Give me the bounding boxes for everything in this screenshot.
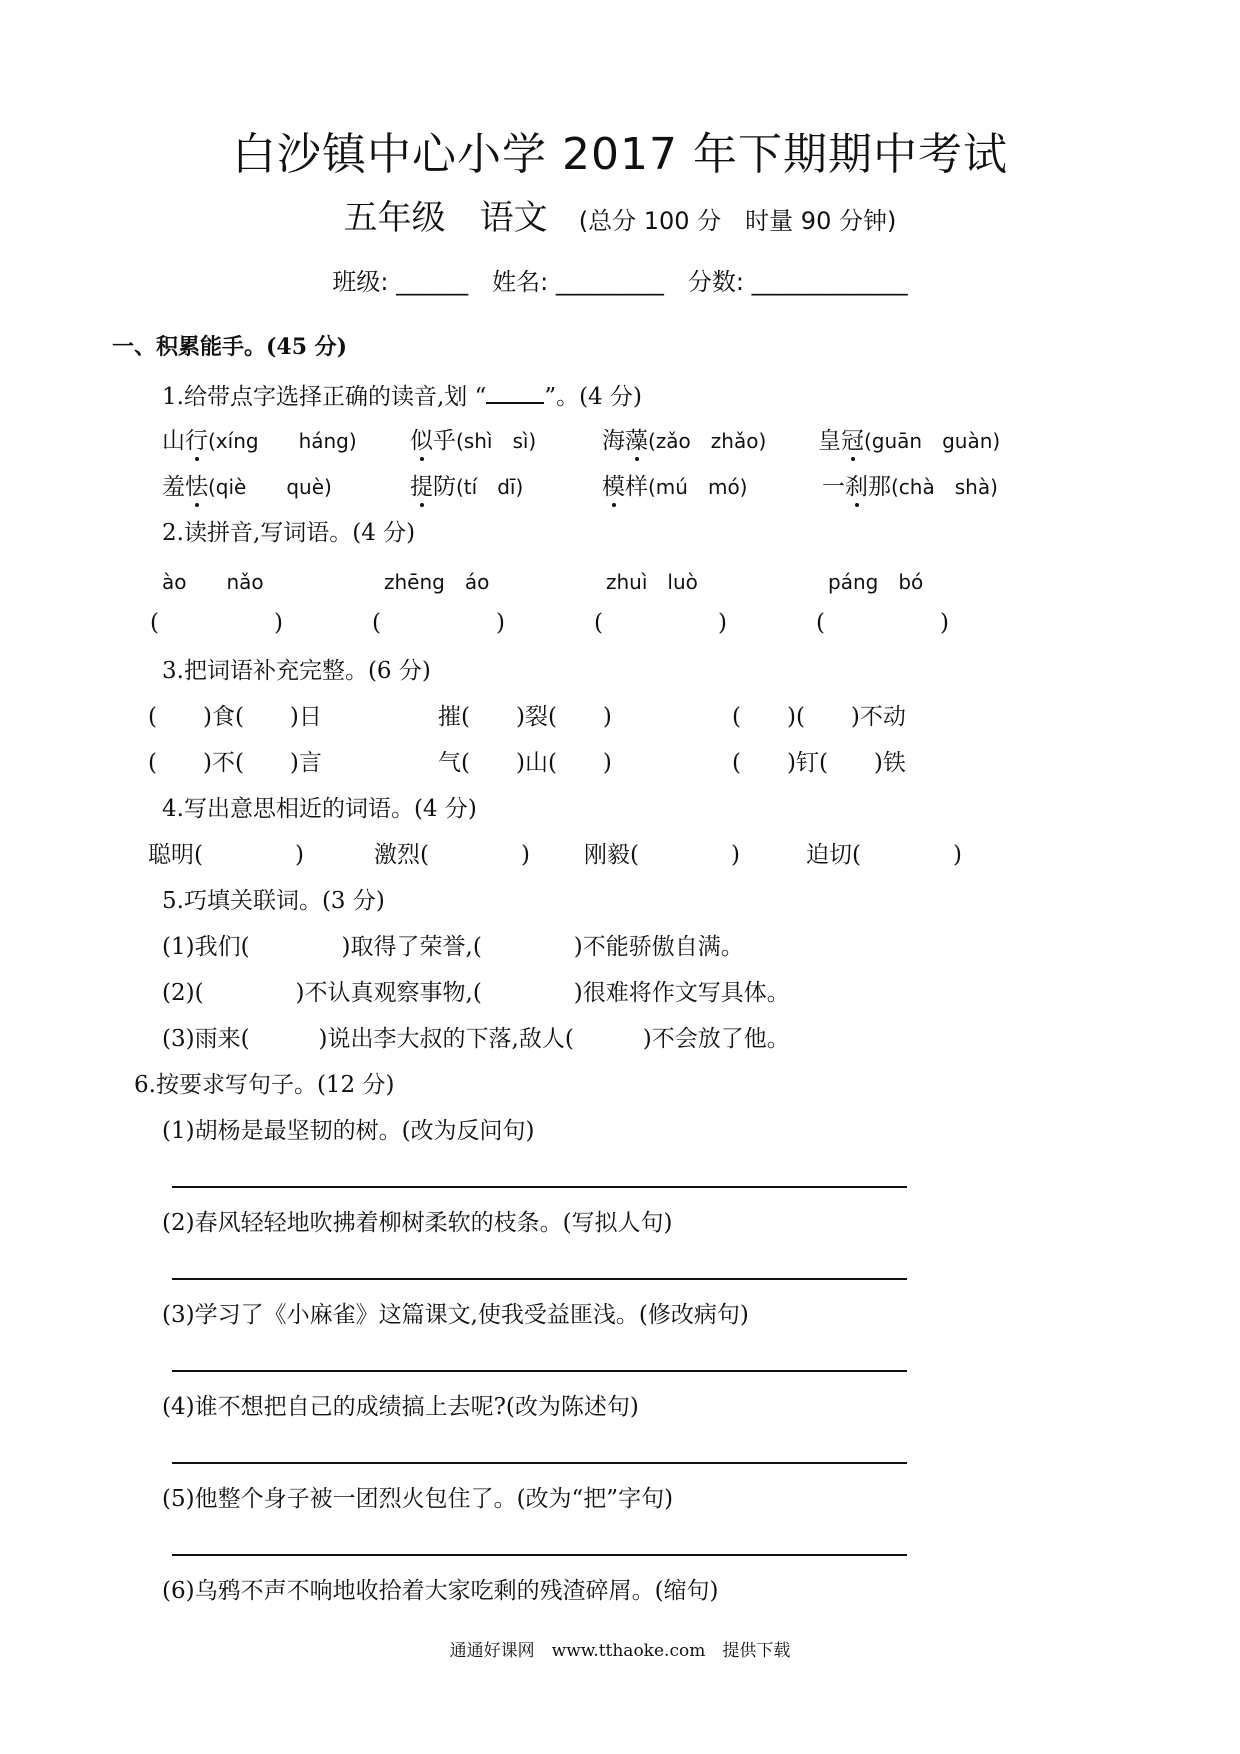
q1-item [410,422,536,455]
q1-item-pinyin-options: (zǎo zhǎo) [648,429,767,453]
q6-item: (4)谁不想把自己的成绩搞上去呢?(改为陈述句) [162,1394,639,1420]
q1-item-char: 羞 [162,474,185,500]
q2-pinyin: zhuì luò [606,570,698,594]
q6-item: (3)学习了《小麻雀》这篇课文,使我受益匪浅。(修改病句) [162,1302,749,1328]
q1-item-char: 样 [625,474,648,500]
answer-line[interactable] [172,1462,907,1464]
q1-item-char: 山 [162,428,185,454]
student-info-line: 班级: ______ 姓名: _________ 分数: _____________ [332,268,908,296]
q1-item-dotted-char: 怯 [185,474,208,500]
q1-item [602,422,766,455]
q6-item: (6)乌鸦不声不响地收拾着大家吃剩的残渣碎屑。(缩句) [162,1578,719,1604]
q2-pinyin: páng bó [828,570,924,594]
q2-answer-blank[interactable]: ( ) [816,610,949,636]
q3-idiom[interactable]: ( )不( )言 [148,750,322,776]
answer-line[interactable] [172,1370,907,1372]
q1-item-pinyin-options: (chà shà) [891,475,998,499]
q1-item-char: 乎 [433,428,456,454]
q5-line[interactable]: (3)雨来( )说出李大叔的下落,敌人( )不会放了他。 [162,1026,790,1052]
q3-idiom[interactable]: 气( )山( ) [438,750,612,776]
q1-item [162,468,332,501]
section-1-heading: 一、积累能手。(45 分) [112,334,348,360]
q3-idiom[interactable]: ( )食( )日 [148,704,322,730]
q1-item-char: 一 [822,474,845,500]
q3-idiom[interactable]: 摧( )裂( ) [438,704,612,730]
grade-subject: 五年级 语文 [343,198,548,238]
answer-line[interactable] [172,1186,907,1188]
q1-item-dotted-char: 藻 [625,428,648,454]
q2-pinyin: ào nǎo [162,570,264,594]
q6-item: (2)春风轻轻地吹拂着柳树柔软的枝条。(写拟人句) [162,1210,673,1236]
q1-item [602,468,747,501]
exam-title: 白沙镇中心小学 2017 年下期期中考试 [232,129,1008,180]
q1-item [410,468,523,501]
q3-idiom[interactable]: ( )钉( )铁 [732,750,906,776]
q1-item-pinyin-options: (mú mó) [648,475,748,499]
q1-item-dotted-char: 冠 [841,428,864,454]
q1-prompt [162,378,642,411]
q2-pinyin: zhēng áo [384,570,490,594]
q4-item[interactable]: 迫切( ) [806,842,962,868]
exam-meta: (总分 100 分 时量 90 分钟) [578,207,897,235]
q1-item-pinyin-options: (shì sì) [456,429,537,453]
q1-item-char: 那 [868,474,891,500]
q2-answer-blank[interactable]: ( ) [150,610,283,636]
q6-item: (5)他整个身子被一团烈火包住了。(改为“把”字句) [162,1486,674,1512]
q1-item-dotted-char: 刹 [845,474,868,500]
page-footer: 通通好课网 www.tthaoke.com 提供下载 [449,1641,791,1661]
q6-item: (1)胡杨是最坚韧的树。(改为反问句) [162,1118,535,1144]
q1-prompt-text-a: 1.给带点字选择正确的读音,划 “ [162,384,487,410]
underline-sample [486,382,544,404]
answer-line[interactable] [172,1278,907,1280]
q1-item-char: 皇 [818,428,841,454]
q1-item-pinyin-options: (tí dī) [456,475,524,499]
q2-answer-blank[interactable]: ( ) [594,610,727,636]
q3-prompt: 3.把词语补充完整。(6 分) [162,658,431,684]
q1-item [822,468,998,501]
q5-line[interactable]: (1)我们( )取得了荣誉,( )不能骄傲自满。 [162,934,744,960]
q4-item[interactable]: 刚毅( ) [584,842,740,868]
q4-prompt: 4.写出意思相近的词语。(4 分) [162,796,477,822]
q1-item-pinyin-options: (qiè què) [208,475,332,499]
q4-item[interactable]: 激烈( ) [374,842,530,868]
q1-item-dotted-char: 行 [185,428,208,454]
q1-item [818,422,1000,455]
answer-line[interactable] [172,1554,907,1556]
q5-line[interactable]: (2)( )不认真观察事物,( )很难将作文写具体。 [162,980,790,1006]
q2-answer-blank[interactable]: ( ) [372,610,505,636]
q5-prompt: 5.巧填关联词。(3 分) [162,888,385,914]
q1-item [162,422,357,455]
q1-item-char: 海 [602,428,625,454]
q1-item-pinyin-options: (guān guàn) [864,429,1001,453]
q1-item-char: 防 [433,474,456,500]
q1-item-dotted-char: 似 [410,428,433,454]
q6-prompt: 6.按要求写句子。(12 分) [134,1072,395,1098]
q1-item-dotted-char: 提 [410,474,433,500]
q3-idiom[interactable]: ( )( )不动 [732,704,906,730]
q4-item[interactable]: 聪明( ) [148,842,304,868]
q2-prompt: 2.读拼音,写词语。(4 分) [162,520,416,546]
exam-subtitle [0,190,1240,239]
q1-prompt-text-b: ”。(4 分) [544,384,642,410]
q1-item-dotted-char: 模 [602,474,625,500]
q1-item-pinyin-options: (xíng háng) [208,429,357,453]
